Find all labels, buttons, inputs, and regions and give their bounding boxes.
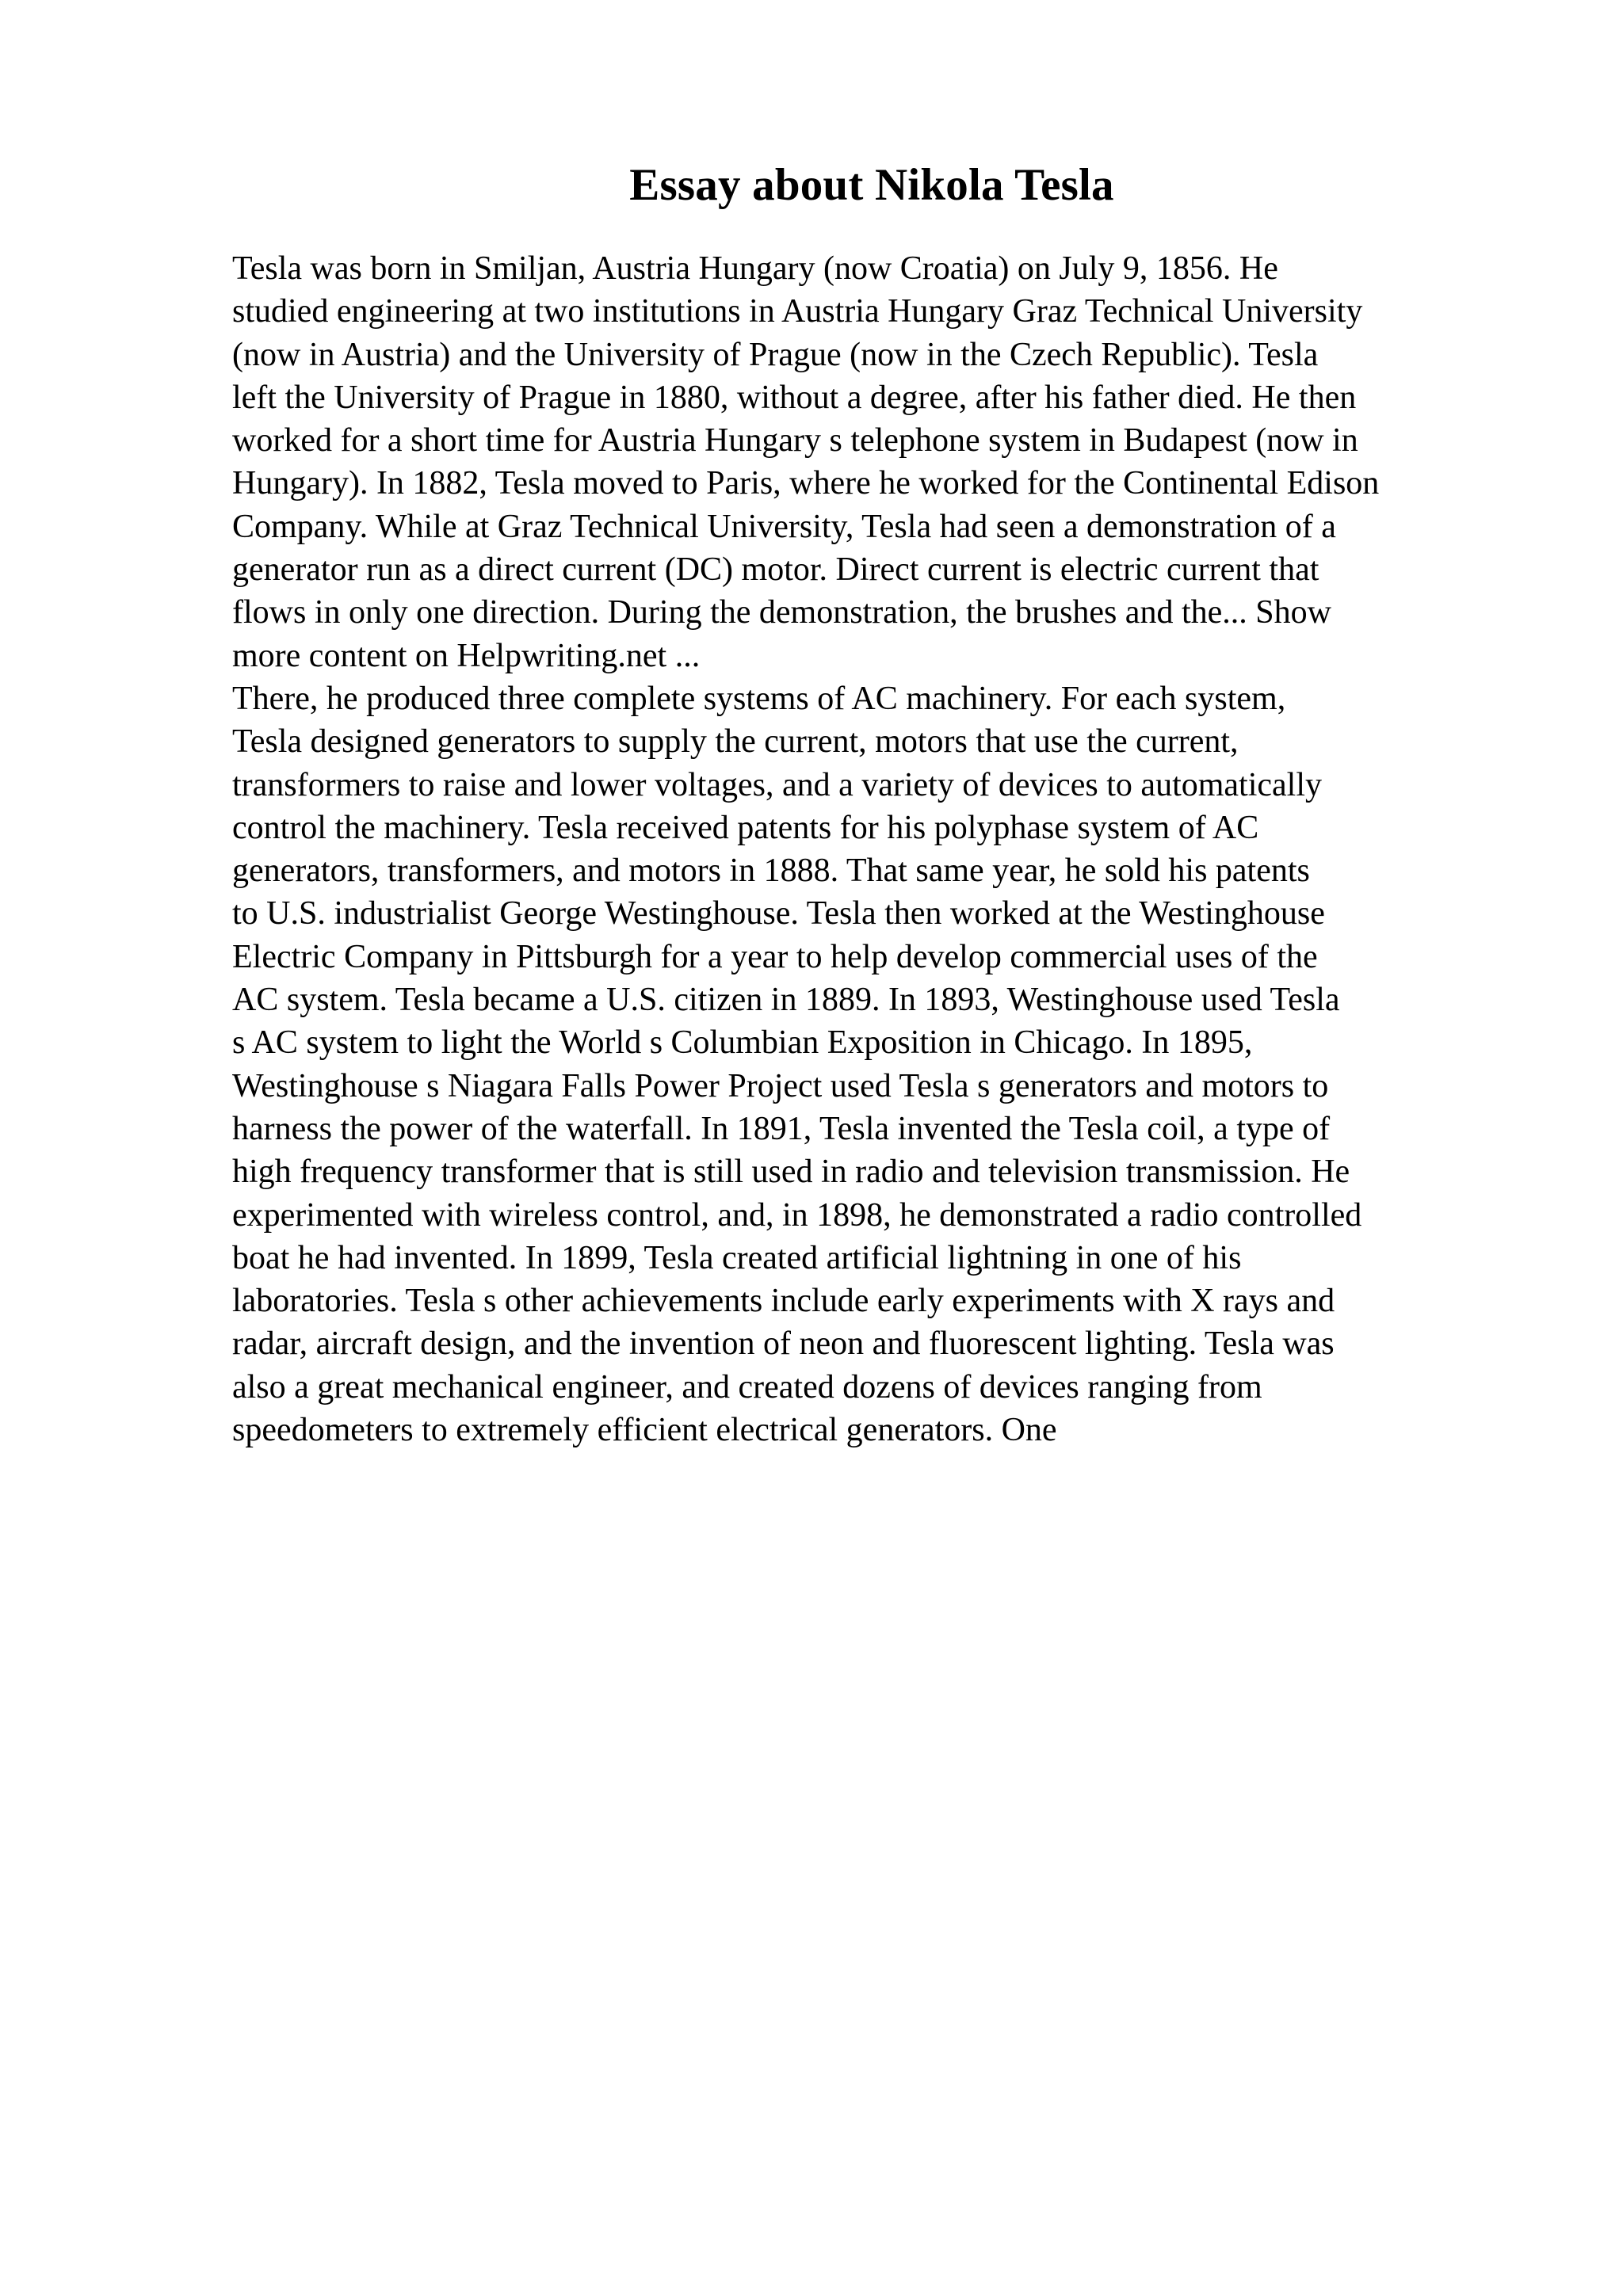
text-line: Company. While at Graz Technical University, Tesla had seen a demonstration of a bbox=[232, 508, 1336, 545]
text-line: boat he had invented. In 1899, Tesla created artificial lightning in one of his bbox=[232, 1239, 1242, 1276]
text-line: Tesla designed generators to supply the current, motors that use the current, bbox=[232, 723, 1239, 761]
text-line: control the machinery. Tesla received patents for his polyphase system of AC bbox=[232, 809, 1259, 846]
text-line: Hungary). In 1882, Tesla moved to Paris, where he worked for the Continental Edison bbox=[232, 465, 1380, 502]
text-line: (now in Austria) and the University of Prague (now in the Czech Republic). Tesla bbox=[232, 336, 1319, 373]
text-line: transformers to raise and lower voltages, and a variety of devices to automatically bbox=[232, 766, 1323, 803]
text-line: flows in only one direction. During the demonstration, the brushes and the... Show bbox=[232, 594, 1331, 631]
text-line: more content on Helpwriting.net ... bbox=[232, 637, 701, 674]
text-line: worked for a short time for Austria Hungary s telephone system in Budapest (now in bbox=[232, 422, 1358, 460]
text-line: Westinghouse s Niagara Falls Power Project used Tesla s generators and motors to bbox=[232, 1067, 1329, 1104]
text-line: s AC system to light the World s Columbian Exposition in Chicago. In 1895, bbox=[232, 1024, 1253, 1062]
text-line: generator run as a direct current (DC) motor. Direct current is electric current that bbox=[232, 551, 1319, 589]
text-line: high frequency transformer that is still used in radio and television transmission. He bbox=[232, 1154, 1350, 1191]
text-line: harness the power of the waterfall. In 1891, Tesla invented the Tesla coil, a type of bbox=[232, 1110, 1331, 1147]
text-line: experimented with wireless control, and, in 1898, he demonstrated a radio controlled bbox=[232, 1196, 1362, 1234]
text-line: Tesla was born in Smiljan, Austria Hungary (now Croatia) on July 9, 1856. He bbox=[232, 250, 1278, 287]
text-line: AC system. Tesla became a U.S. citizen in 1889. In 1893, Westinghouse used Tesla bbox=[232, 982, 1340, 1019]
text-line: There, he produced three complete systems of AC machinery. For each system, bbox=[232, 680, 1286, 717]
text-line: radar, aircraft design, and the invention of neon and fluorescent lighting. Tesla was bbox=[232, 1325, 1335, 1363]
text-line: generators, transformers, and motors in 1888. That same year, he sold his patents bbox=[232, 852, 1310, 890]
essay-body bbox=[232, 247, 1623, 1451]
text-line: laboratories. Tesla s other achievements include early experiments with X rays and bbox=[232, 1283, 1335, 1320]
text-line: studied engineering at two institutions in Austria Hungary Graz Technical University bbox=[232, 293, 1363, 330]
text-line: speedometers to extremely efficient electrical generators. One bbox=[232, 1412, 1057, 1449]
text-line: left the University of Prague in 1880, without a degree, after his father died. He then bbox=[232, 379, 1357, 416]
page-title: Essay about Nikola Tesla bbox=[629, 160, 1114, 210]
text-line: also a great mechanical engineer, and created dozens of devices ranging from bbox=[232, 1368, 1262, 1405]
text-line: Electric Company in Pittsburgh for a year to help develop commercial uses of the bbox=[232, 938, 1318, 975]
text-line: to U.S. industrialist George Westinghouse. Tesla then worked at the Westinghouse bbox=[232, 895, 1325, 933]
